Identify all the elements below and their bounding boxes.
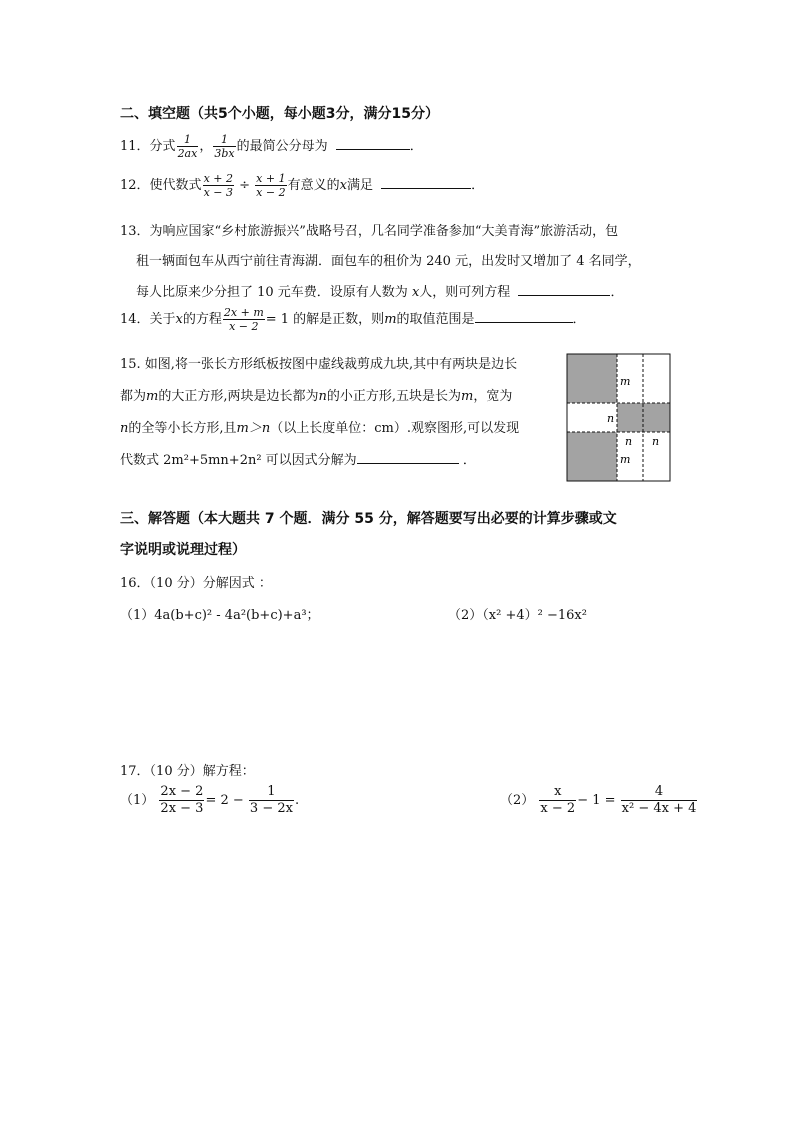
q17-p1-f1-den: 2x − 3 — [160, 801, 204, 816]
q12-f2-den: x − 2 — [256, 186, 286, 199]
q17-part-2 — [500, 784, 698, 817]
fig-label-n-b: n — [652, 435, 660, 448]
q15-l2-c: 的小正方形,五块是长为 — [326, 389, 461, 404]
q15-l2-n: n — [318, 389, 327, 404]
big-square-top — [567, 354, 617, 403]
q15-l2-b: 的大正方形,两块是边长都为 — [158, 389, 319, 404]
q11-f2-den: 3bx — [214, 147, 235, 160]
q15-l4-a: 代数式 2m²+5mn+2n² 可以因式分解为 — [120, 453, 357, 468]
q17-p2-fraction-1 — [539, 784, 576, 817]
q11-fraction-1 — [177, 133, 199, 160]
gray-rect-middle — [617, 403, 670, 432]
q12-answer-blank[interactable] — [381, 176, 471, 189]
fig-label-m-bottom: m — [620, 453, 631, 466]
q16-heading: 16．（10 分）分解因式 ： — [120, 576, 272, 591]
q15-l3-b: （以上长度单位：cm）.观察图形,可以发现 — [270, 421, 520, 436]
q15-figure — [566, 353, 672, 483]
q17-p2-fraction-2 — [621, 784, 698, 817]
q12-variable: x — [339, 178, 347, 193]
q15-line-2 — [120, 385, 512, 404]
q15-l2-d: ，宽为 — [473, 389, 513, 404]
q14-post: 的取值范围是 — [396, 312, 475, 327]
q15-answer-blank[interactable] — [357, 451, 459, 464]
q17-p1-fraction-1 — [159, 784, 204, 817]
q11-f1-den: 2ax — [177, 147, 198, 160]
q13-line3-b: 人，则可列方程 — [419, 285, 511, 300]
q14-f-den: x − 2 — [229, 320, 259, 333]
q17-p2-f2-num: 4 — [621, 784, 698, 801]
q12-fraction-1 — [203, 172, 234, 199]
q17-p1-label: （1） — [120, 793, 155, 808]
q14-answer-blank[interactable] — [475, 310, 573, 323]
fig-label-m-top: m — [620, 375, 631, 388]
q14-end: ． — [572, 312, 586, 327]
q11-f1-num: 1 — [177, 133, 199, 147]
q13-line-3 — [136, 281, 623, 300]
q17-p1-mid: = 2 − — [205, 793, 244, 808]
q12-post2: 满足 — [346, 178, 373, 193]
question-11 — [120, 133, 423, 160]
q16-part-1: （1）4a(b+c)² - 4a²(b+c)+a³； — [120, 608, 320, 623]
q13-answer-blank[interactable] — [518, 283, 610, 296]
q11-end: ． — [409, 139, 423, 154]
q11-answer-blank[interactable] — [336, 137, 410, 150]
q13-line3-a: 每人比原来少分担了 10 元车费．设原有人数为 — [136, 285, 408, 300]
q17-p1-end: . — [294, 793, 300, 808]
fig-label-n-a: n — [625, 435, 633, 448]
q17-part-1 — [120, 784, 299, 817]
q15-l3-n: n — [120, 421, 129, 436]
q17-p2-f1-num: x — [539, 784, 576, 801]
section2-title: 二、填空题（共5个小题，每小题3分，满分15分） — [120, 106, 439, 122]
section3-title-line-2: 字说明或说理过程） — [120, 542, 246, 558]
q15-l2-m2: m — [461, 389, 474, 404]
q14-variable: x — [175, 312, 183, 327]
q13-line-1: 13．为响应国家“乡村旅游振兴”战略号召，几名同学准备参加“大美青海”旅游活动，包 — [120, 224, 619, 239]
q12-pre: 使代数式 — [149, 178, 202, 193]
q12-f1-den: x − 3 — [203, 186, 233, 199]
q11-post: 的最简公分母为 — [236, 139, 328, 154]
q17-p1-f2-den: 3 − 2x — [249, 801, 293, 816]
q12-number: 12． — [120, 178, 150, 193]
q11-fraction-2 — [213, 133, 235, 160]
question-14 — [120, 306, 586, 333]
q12-fraction-2 — [255, 172, 286, 199]
q17-p2-f2-den: x² − 4x + 4 — [621, 801, 697, 816]
q17-p1-fraction-2 — [249, 784, 294, 817]
q14-variable-m: m — [384, 312, 397, 327]
q12-operator: ÷ — [239, 178, 251, 193]
q13-variable: x — [411, 285, 420, 300]
q16-part-2: （2）（x² +4）² −16x² — [448, 608, 587, 623]
question-12 — [120, 172, 484, 199]
q15-end: ． — [462, 453, 476, 468]
q11-f2-num: 1 — [213, 133, 235, 147]
q12-post: 有意义的 — [287, 178, 340, 193]
q17-p2-f1-den: x − 2 — [540, 801, 576, 816]
q14-number: 14．关于 — [120, 312, 176, 327]
q15-l3-a: 的全等小长方形,且 — [128, 421, 237, 436]
q17-p2-mid: − 1 = — [577, 793, 616, 808]
q14-f-num: 2x + m — [223, 306, 264, 319]
q11-pre: 分式 — [149, 139, 176, 154]
q15-line-3 — [120, 417, 519, 436]
q13-end: ． — [610, 285, 624, 300]
q11-sep: ， — [199, 139, 213, 154]
section3-title-line-1: 三、解答题（本大题共 7 个题．满分 55 分，解答题要写出必要的计算步骤或文 — [120, 511, 617, 527]
q14-mid: 的方程 — [182, 312, 222, 327]
q13-line-2: 租一辆面包车从西宁前往青海湖．面包车的租价为 240 元，出发时又增加了 4 名同学， — [136, 254, 641, 269]
q15-l2-m: m — [146, 389, 159, 404]
q15-line-4 — [120, 449, 476, 468]
q12-f2-num: x + 1 — [256, 172, 286, 185]
q11-number: 11． — [120, 139, 150, 154]
q17-heading: 17．（10 分）解方程： — [120, 764, 255, 779]
q17-p1-f1-num: 2x − 2 — [160, 784, 204, 799]
q14-fraction — [223, 306, 265, 333]
q17-p1-f2-num: 1 — [249, 784, 294, 801]
fig-label-n-mid: n — [607, 412, 615, 425]
q12-f1-num: x + 2 — [203, 172, 233, 185]
big-square-bottom — [567, 432, 617, 481]
q15-line-1: 15. 如图,将一张长方形纸板按图中虚线裁剪成九块,其中有两块是边长 — [120, 357, 518, 372]
q14-eq: = 1 的解是正数，则 — [265, 312, 385, 327]
q15-l2-a: 都为 — [120, 389, 147, 404]
q17-p2-label: （2） — [500, 793, 535, 808]
q15-l3-cmp: m＞n — [236, 421, 271, 436]
q12-end: ． — [471, 178, 485, 193]
